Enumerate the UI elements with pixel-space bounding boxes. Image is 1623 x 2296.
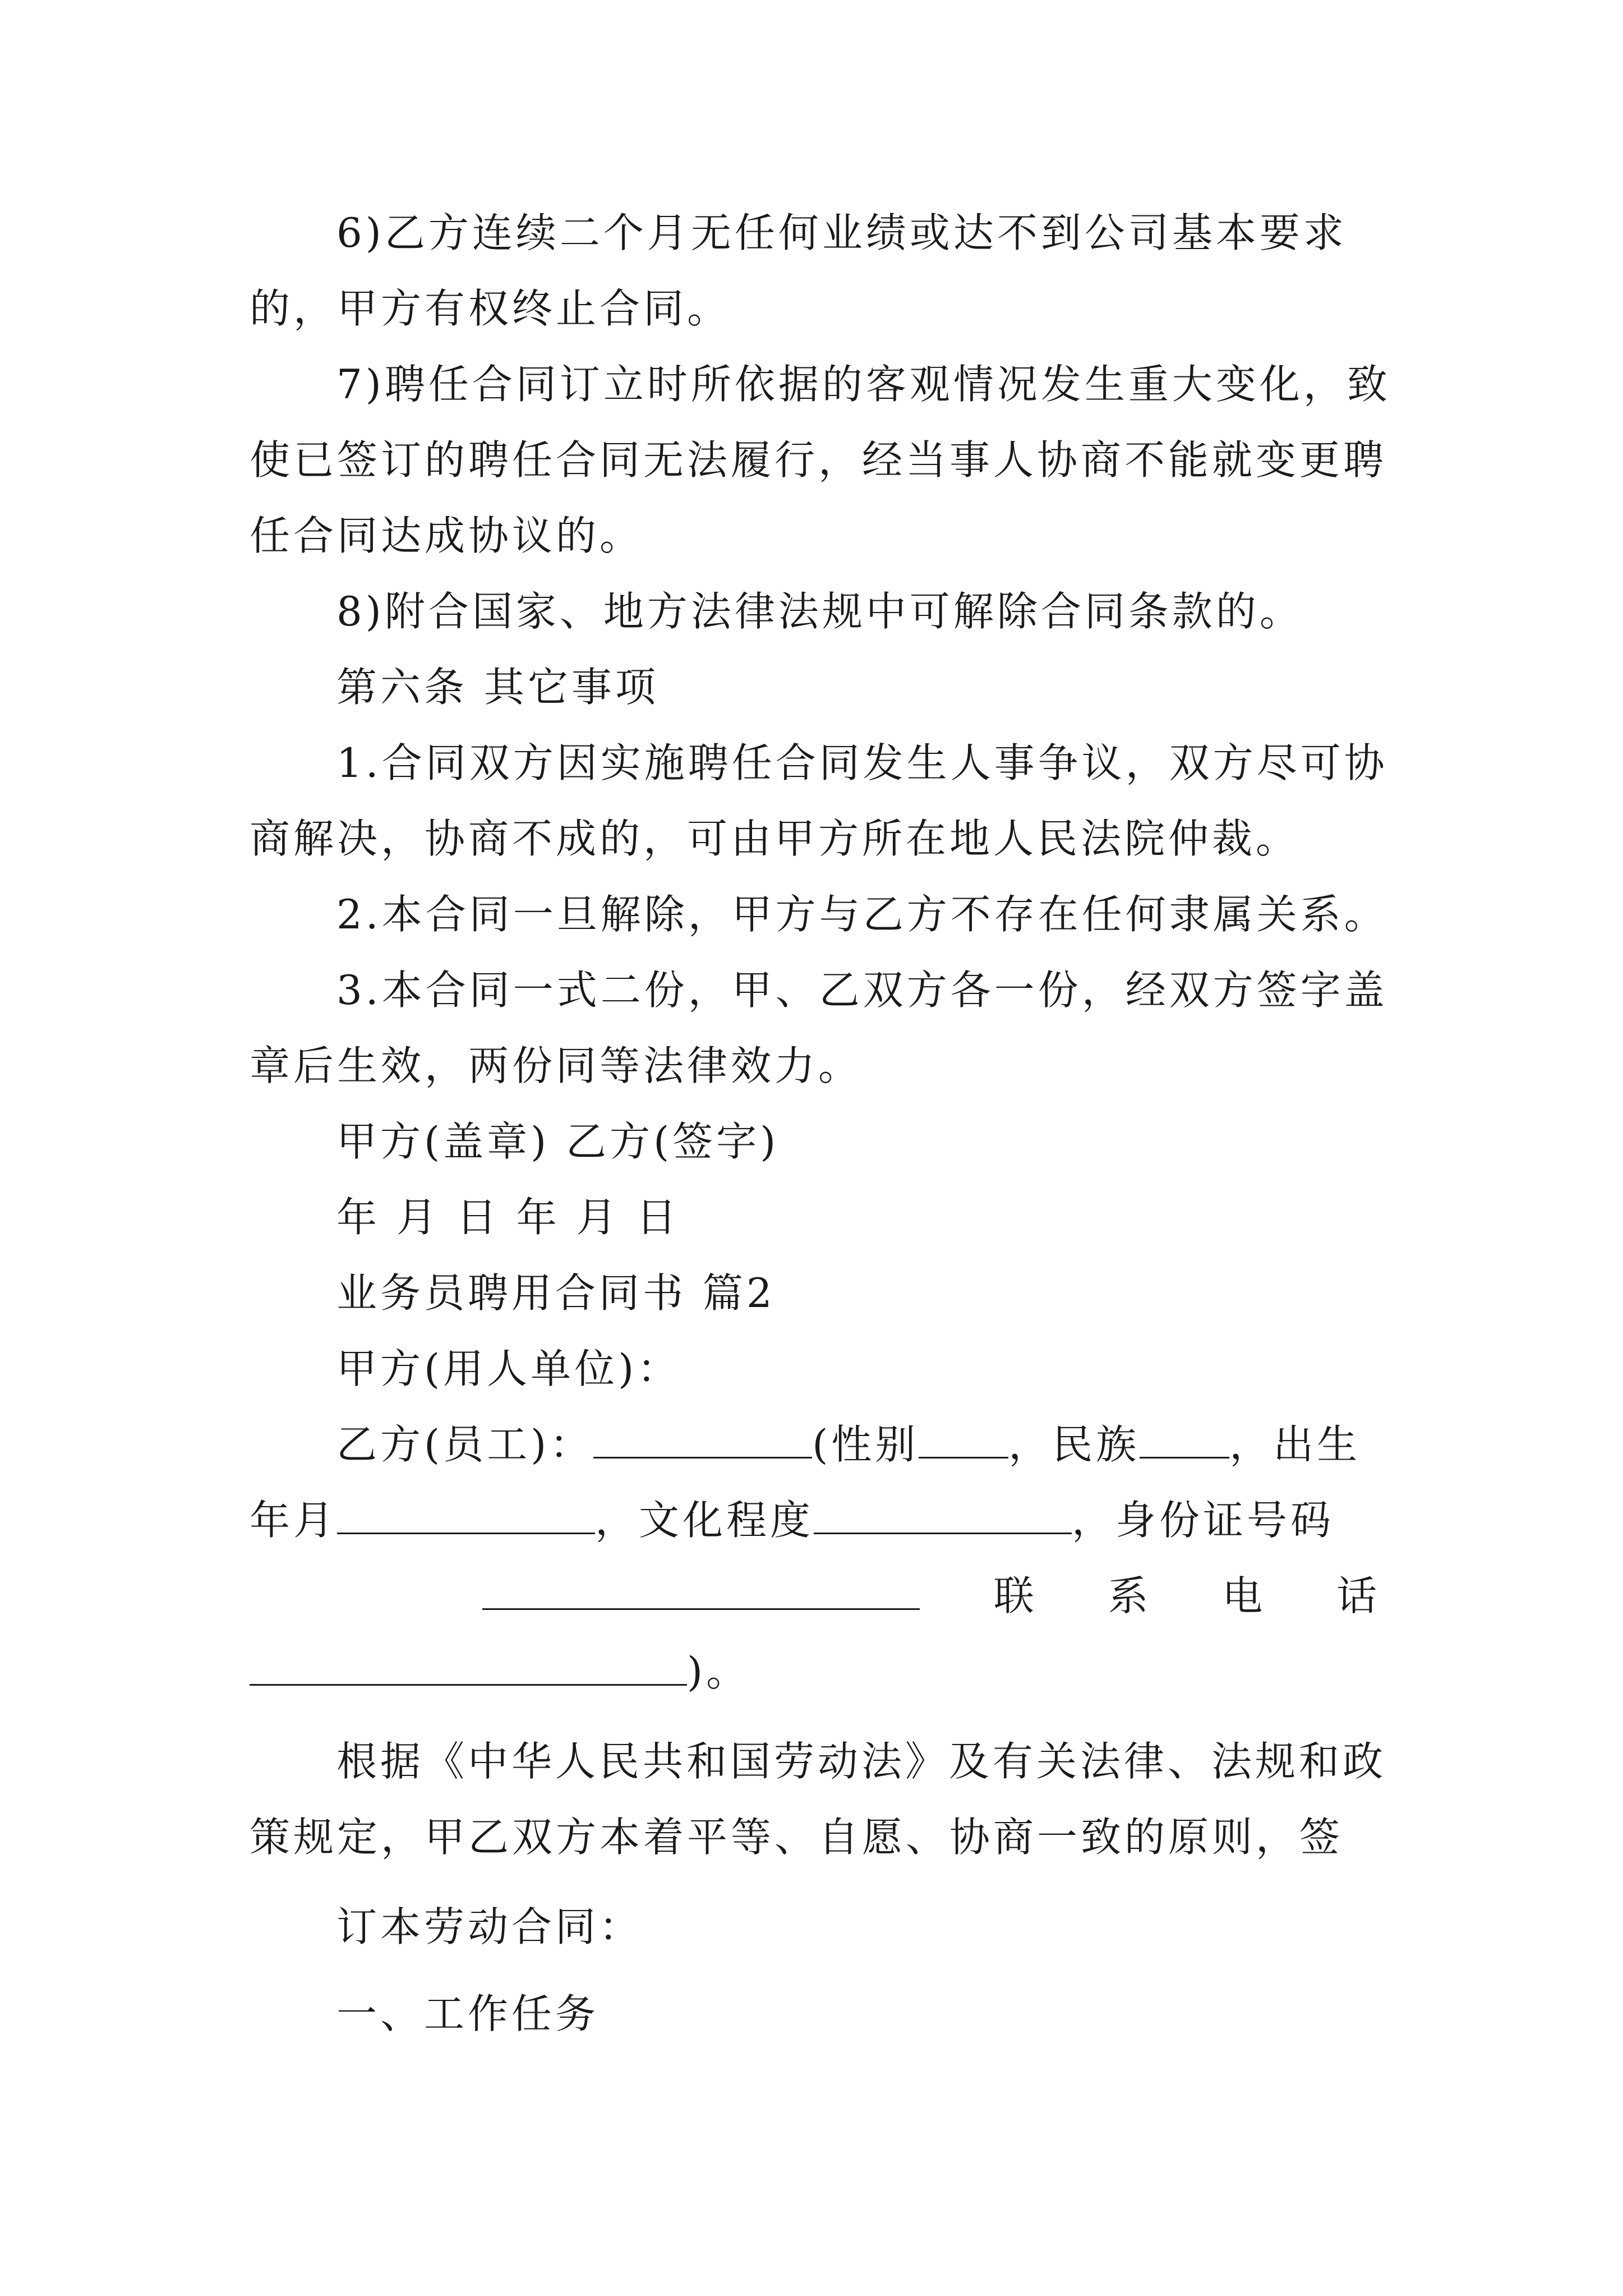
party-b-line [336, 1416, 1361, 1473]
basis-line1: 根据《中华人民共和国劳动法》及有关法律、法规和政 [336, 1738, 1387, 1785]
birth-month-label: 年月 [250, 1497, 338, 1544]
phone-char-4: 话 [1336, 1572, 1377, 1619]
item7-line3: 任合同达成协议的。 [250, 512, 644, 559]
name-blank[interactable] [593, 1423, 812, 1458]
article6-clause3-line1: 3.本合同一式二份，甲、乙双方各一份，经双方签字盖 [336, 967, 1388, 1014]
item6-line1: 6)乙方连续二个月无任何业绩或达不到公司基本要求 [336, 209, 1347, 256]
id-number-blank[interactable] [482, 1575, 920, 1610]
id-number-label: ，身份证号码 [1072, 1497, 1335, 1544]
article6-clause2: 2.本合同一旦解除，甲方与乙方不存在任何隶属关系。 [336, 891, 1388, 938]
party-b-label: 乙方(员工)： [336, 1421, 594, 1468]
item7-line2: 使已签订的聘任合同无法履行，经当事人协商不能就变更聘 [250, 436, 1387, 484]
item6-line2: 的，甲方有权终止合同。 [250, 285, 731, 332]
article6-clause1-line1: 1.合同双方因实施聘任合同发生人事争议，双方尽可协 [336, 739, 1388, 786]
article6-clause1-line2: 商解决，协商不成的，可由甲方所在地人民法院仲裁。 [250, 815, 1300, 862]
phone-char-2: 系 [1108, 1572, 1149, 1619]
gender-label: (性别 [812, 1421, 919, 1468]
section1-heading: 一、工作任务 [336, 1990, 600, 2037]
contract-part2-title: 业务员聘用合同书 篇2 [336, 1269, 776, 1317]
item8: 8)附合国家、地方法律法规中可解除合同条款的。 [336, 588, 1303, 635]
signature-line: 甲方(盖章) 乙方(签字) [336, 1118, 780, 1165]
party-a-label: 甲方(用人单位)： [336, 1345, 681, 1392]
phone-char-1: 联 [993, 1572, 1034, 1619]
date-line: 年 月 日 年 月 日 [336, 1194, 680, 1241]
birth-education-id-line [250, 1492, 1334, 1548]
basis-line2: 策规定，甲乙双方本着平等、自愿、协商一致的原则，签 [250, 1814, 1344, 1861]
education-label: ，文化程度 [595, 1497, 814, 1544]
phone-char-3: 电 [1222, 1572, 1263, 1619]
phone-line [250, 1644, 750, 1700]
article6-heading: 第六条 其它事项 [336, 664, 659, 711]
basis-line3: 订本劳动合同： [336, 1903, 643, 1950]
ethnicity-blank[interactable] [1140, 1423, 1229, 1458]
close-paren: )。 [687, 1648, 750, 1695]
id-phone-line [250, 1568, 1377, 1624]
gender-blank[interactable] [919, 1423, 1008, 1458]
article6-clause3-line2: 章后生效，两份同等法律效力。 [250, 1042, 863, 1089]
item7-line1: 7)聘任合同订立时所依据的客观情况发生重大变化，致 [336, 361, 1391, 408]
ethnicity-label: ，民族 [1008, 1421, 1140, 1468]
phone-blank[interactable] [250, 1650, 687, 1686]
birth-label: ，出生 [1229, 1421, 1361, 1468]
education-blank[interactable] [814, 1499, 1072, 1534]
birth-month-blank[interactable] [337, 1499, 595, 1534]
